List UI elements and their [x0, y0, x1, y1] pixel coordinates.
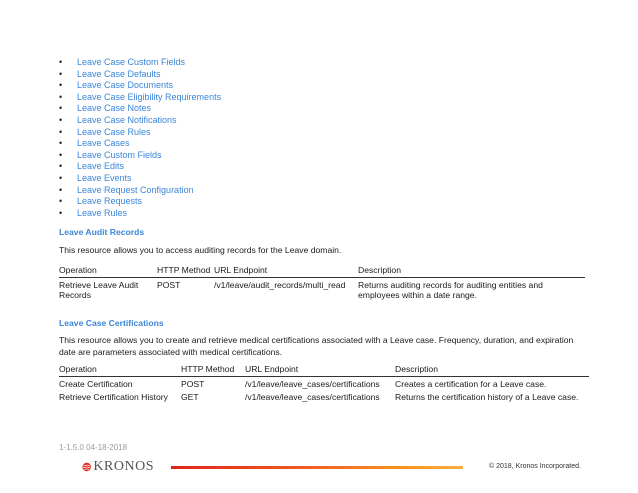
- col-description: Description: [358, 265, 585, 277]
- bullet: •: [59, 149, 63, 160]
- col-method: HTTP Method: [157, 265, 214, 277]
- cell-method: POST: [157, 279, 181, 290]
- link-leave-case-defaults[interactable]: Leave Case Defaults: [77, 68, 161, 79]
- cell-method: GET: [181, 392, 199, 403]
- link-leave-request-configuration[interactable]: Leave Request Configuration: [77, 184, 194, 195]
- table-row: [59, 376, 589, 390]
- list-item: [59, 150, 221, 162]
- bullet: •: [59, 138, 63, 149]
- col-endpoint: URL Endpoint: [214, 265, 358, 277]
- list-item: [59, 127, 221, 139]
- bullet: •: [59, 80, 63, 91]
- bullet: •: [59, 91, 63, 102]
- link-leave-case-rules[interactable]: Leave Case Rules: [77, 126, 151, 137]
- list-item: [59, 161, 221, 173]
- cell-description: Returns the certification history of a Leave case.: [395, 392, 579, 403]
- bullet: •: [59, 103, 63, 114]
- link-leave-case-notes[interactable]: Leave Case Notes: [77, 103, 152, 114]
- kronos-globe-icon: [82, 458, 91, 476]
- bullet: •: [59, 126, 63, 137]
- link-leave-case-custom-fields[interactable]: Leave Case Custom Fields: [77, 57, 186, 67]
- list-item: [59, 69, 221, 81]
- resource-link-list: [59, 57, 221, 219]
- audit-table: [59, 265, 585, 301]
- link-leave-requests[interactable]: Leave Requests: [77, 196, 143, 207]
- footer-gradient-bar: [171, 466, 463, 469]
- bullet: •: [59, 114, 63, 125]
- list-item: [59, 92, 221, 104]
- cell-endpoint: /v1/leave/leave_cases/certifications: [245, 378, 380, 389]
- document-version: 1-1.5.0 04-18-2018: [59, 443, 128, 452]
- link-leave-edits[interactable]: Leave Edits: [77, 161, 125, 172]
- link-leave-cases[interactable]: Leave Cases: [77, 138, 130, 149]
- list-item: [59, 57, 221, 69]
- cell-endpoint: /v1/leave/leave_cases/certifications: [245, 392, 380, 403]
- cell-operation: Create Certification: [59, 378, 133, 389]
- list-item: [59, 115, 221, 127]
- table-row: [59, 277, 585, 301]
- link-leave-rules[interactable]: Leave Rules: [77, 207, 128, 218]
- link-leave-case-documents[interactable]: Leave Case Documents: [77, 80, 174, 91]
- list-item: [59, 196, 221, 208]
- certs-table: [59, 364, 589, 404]
- audit-description: This resource allows you to access auditing records for the Leave domain.: [59, 245, 342, 255]
- bullet: •: [59, 68, 63, 79]
- col-operation: Operation: [59, 364, 181, 376]
- kronos-wordmark: KRONOS: [93, 459, 154, 474]
- bullet: •: [59, 161, 63, 172]
- link-leave-case-eligibility-requirements[interactable]: Leave Case Eligibility Requirements: [77, 91, 222, 102]
- audit-heading: Leave Audit Records: [59, 227, 145, 237]
- bullet: •: [59, 184, 63, 195]
- list-item: [59, 173, 221, 185]
- link-leave-events[interactable]: Leave Events: [77, 172, 132, 183]
- list-item: [59, 208, 221, 220]
- cell-description: Creates a certification for a Leave case.: [395, 378, 547, 389]
- cell-operation: Retrieve Leave Audit Records: [59, 279, 139, 301]
- certs-heading: Leave Case Certifications: [59, 318, 164, 328]
- table-header-row: [59, 265, 585, 277]
- col-description: Description: [395, 364, 589, 376]
- col-method: HTTP Method: [181, 364, 245, 376]
- cell-method: POST: [181, 378, 205, 389]
- link-leave-case-notifications[interactable]: Leave Case Notifications: [77, 114, 177, 125]
- bullet: •: [59, 196, 63, 207]
- table-header-row: [59, 364, 589, 376]
- list-item: [59, 138, 221, 150]
- col-operation: Operation: [59, 265, 157, 277]
- bullet: •: [59, 172, 63, 183]
- list-item: [59, 185, 221, 197]
- list-item: [59, 103, 221, 115]
- cell-endpoint: /v1/leave/audit_records/multi_read: [214, 279, 346, 290]
- cell-operation: Retrieve Certification History: [59, 392, 168, 403]
- bullet: •: [59, 57, 63, 67]
- cell-description: Returns auditing records for auditing entities and employees within a date range.: [358, 279, 543, 301]
- certs-description: This resource allows you to create and retrieve medical certifications associated with a Leave case. Frequency, duration, and expiration date are parameters associated with medical certifications.: [59, 335, 574, 357]
- bullet: •: [59, 207, 63, 218]
- col-endpoint: URL Endpoint: [245, 364, 395, 376]
- table-row: [59, 390, 589, 404]
- copyright: © 2018, Kronos Incorporated.: [489, 463, 581, 470]
- kronos-logo: [82, 458, 154, 476]
- link-leave-custom-fields[interactable]: Leave Custom Fields: [77, 149, 162, 160]
- list-item: [59, 80, 221, 92]
